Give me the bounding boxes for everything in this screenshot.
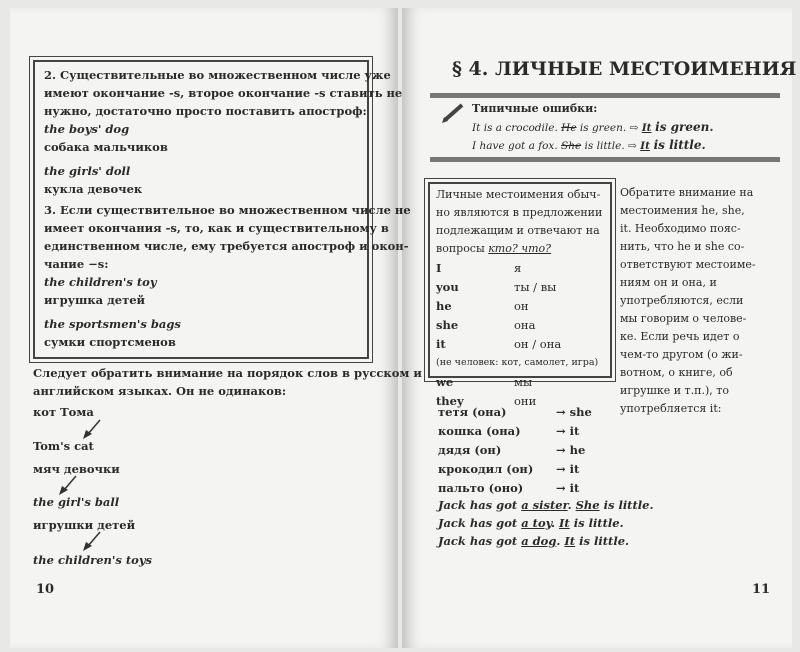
pronoun-en: it [436,336,446,351]
rule3-line: единственном числе, ему требуется апостроф и окон- [44,239,409,253]
rule3-line: 3. Если существительное во множественном числе не [44,203,411,217]
pronoun-en: I [436,260,442,275]
wrong-text: It is a crocodile. [472,122,558,134]
pencil-icon [440,100,466,124]
error-line-1 [472,118,714,137]
example-ru: игрушка детей [44,293,146,307]
fix-text: is green. [655,120,714,134]
pronoun-en: she [436,317,459,332]
side-text [620,184,756,418]
intro-line: но являются в предложении [436,206,603,219]
pronoun-ru: он [514,298,529,313]
pronoun-ru: они [514,393,537,408]
page-number: 10 [36,582,55,597]
pronoun-en: he [436,298,452,313]
pair-ru: кот Тома [33,405,94,419]
intro-line: вопросы [436,242,485,255]
side-line: употребляется it: [620,402,722,415]
intro-line: подлежащим и отвечают на [436,224,600,237]
example-sentence: Jack has got a dog. It is little. [438,534,630,548]
rule3-line: имеет окончания -s, то, как и существительному в [44,221,389,235]
noun-ru: тетя (она) [438,404,507,419]
wrong-text: is green. [579,122,627,134]
example-ru: сумки спортсменов [44,335,176,349]
side-line: ке. Если речь идет о [620,330,740,343]
noun-ru: кошка (она) [438,423,521,438]
example-en: the children's toy [44,275,157,289]
pronoun-ru: она [514,317,536,332]
pronoun-box-content [436,186,602,410]
rule2-line: 2. Существительные во множественном числе уже [44,68,391,82]
side-line: мы говорим о челове- [620,312,747,325]
arrow-icon [80,530,110,552]
pronoun-ru: он / она [514,336,562,351]
question-words: кто? что? [488,242,552,255]
example-ru: кукла девочек [44,182,143,196]
side-line: игрушке и т.п.), то [620,384,729,397]
pair-ru: игрушки детей [33,518,136,532]
wrong-text: is little. [584,140,625,152]
side-line: вотном, о книге, об [620,366,733,379]
divider [430,93,780,98]
pronoun-note: (не человек: кот, самолет, игра) [436,357,599,368]
pronoun-table [436,258,598,410]
fix-word: It [640,140,650,152]
section-title: § 4. ЛИЧНЫЕ МЕСТОИМЕНИЯ [452,58,797,80]
noun-ru: дядя (он) [438,442,502,457]
pronoun-ru: мы [514,374,533,389]
example-sentence: Jack has got a sister. She is little. [438,498,654,512]
pronoun-en: → it [556,461,580,476]
side-line: употребляются, если [620,294,744,307]
pronoun-en: → it [556,480,580,495]
pair-en: Tom's cat [33,439,94,453]
pair-en: the children's toys [33,553,153,567]
rule3-line: чание −s: [44,257,109,271]
intro-line: Личные местоимения обыч- [436,188,601,201]
arrow-icon: ⇨ [628,140,637,152]
rule2-line: имеют окончание -s, второе окончание -s ставить не [44,86,403,100]
note-line: английском языках. Он не одинаков: [33,384,287,398]
example-en: the boys' dog [44,122,130,136]
side-line: чем-то другом (о жи- [620,348,743,361]
pair-ru: мяч девочки [33,462,120,476]
arrow-icon: ⇨ [629,122,639,134]
pronoun-en: → she [556,404,592,419]
divider [430,157,780,162]
pronoun-en: we [436,374,454,389]
note-line: Следует обратить внимание на порядок слов в русском и [33,366,422,380]
noun-ru: пальто (оно) [438,480,524,495]
noun-ru: крокодил (он) [438,461,534,476]
example-sentence: Jack has got a toy. It is little. [438,516,624,530]
pronoun-ru: я [514,260,522,275]
errors-label: Типичные ошибки: [472,102,598,115]
side-line: it. Необходимо пояс- [620,222,741,235]
side-line: ответствуют местоиме- [620,258,756,271]
struck-word: He [561,122,577,134]
rule2-line: нужно, достаточно просто поставить апостроф: [44,104,367,118]
fix-text: is little. [653,138,706,152]
example-en: the girls' doll [44,164,131,178]
side-line: Обратите внимание на [620,186,754,199]
example-en: the sportsmen's bags [44,317,181,331]
examples [438,496,654,550]
pronoun-en: → he [556,442,586,457]
mapping-table [438,402,592,497]
side-line: ниям он и она, и [620,276,717,289]
rule-box-content [44,66,411,351]
side-line: нить, что he и she со- [620,240,745,253]
page-number: 11 [752,582,771,597]
example-ru: собака мальчиков [44,140,168,154]
pronoun-en: you [436,279,459,294]
wrong-text: I have got a fox. [472,140,558,152]
fix-word: It [641,122,652,134]
struck-word: She [561,140,582,152]
pronoun-ru: ты / вы [514,279,557,294]
side-line: местоимения he, she, [620,204,745,217]
pronoun-en: → it [556,423,580,438]
error-line-2 [472,136,706,155]
pronoun-en: they [436,393,464,408]
pair-en: the girl's ball [33,495,120,509]
